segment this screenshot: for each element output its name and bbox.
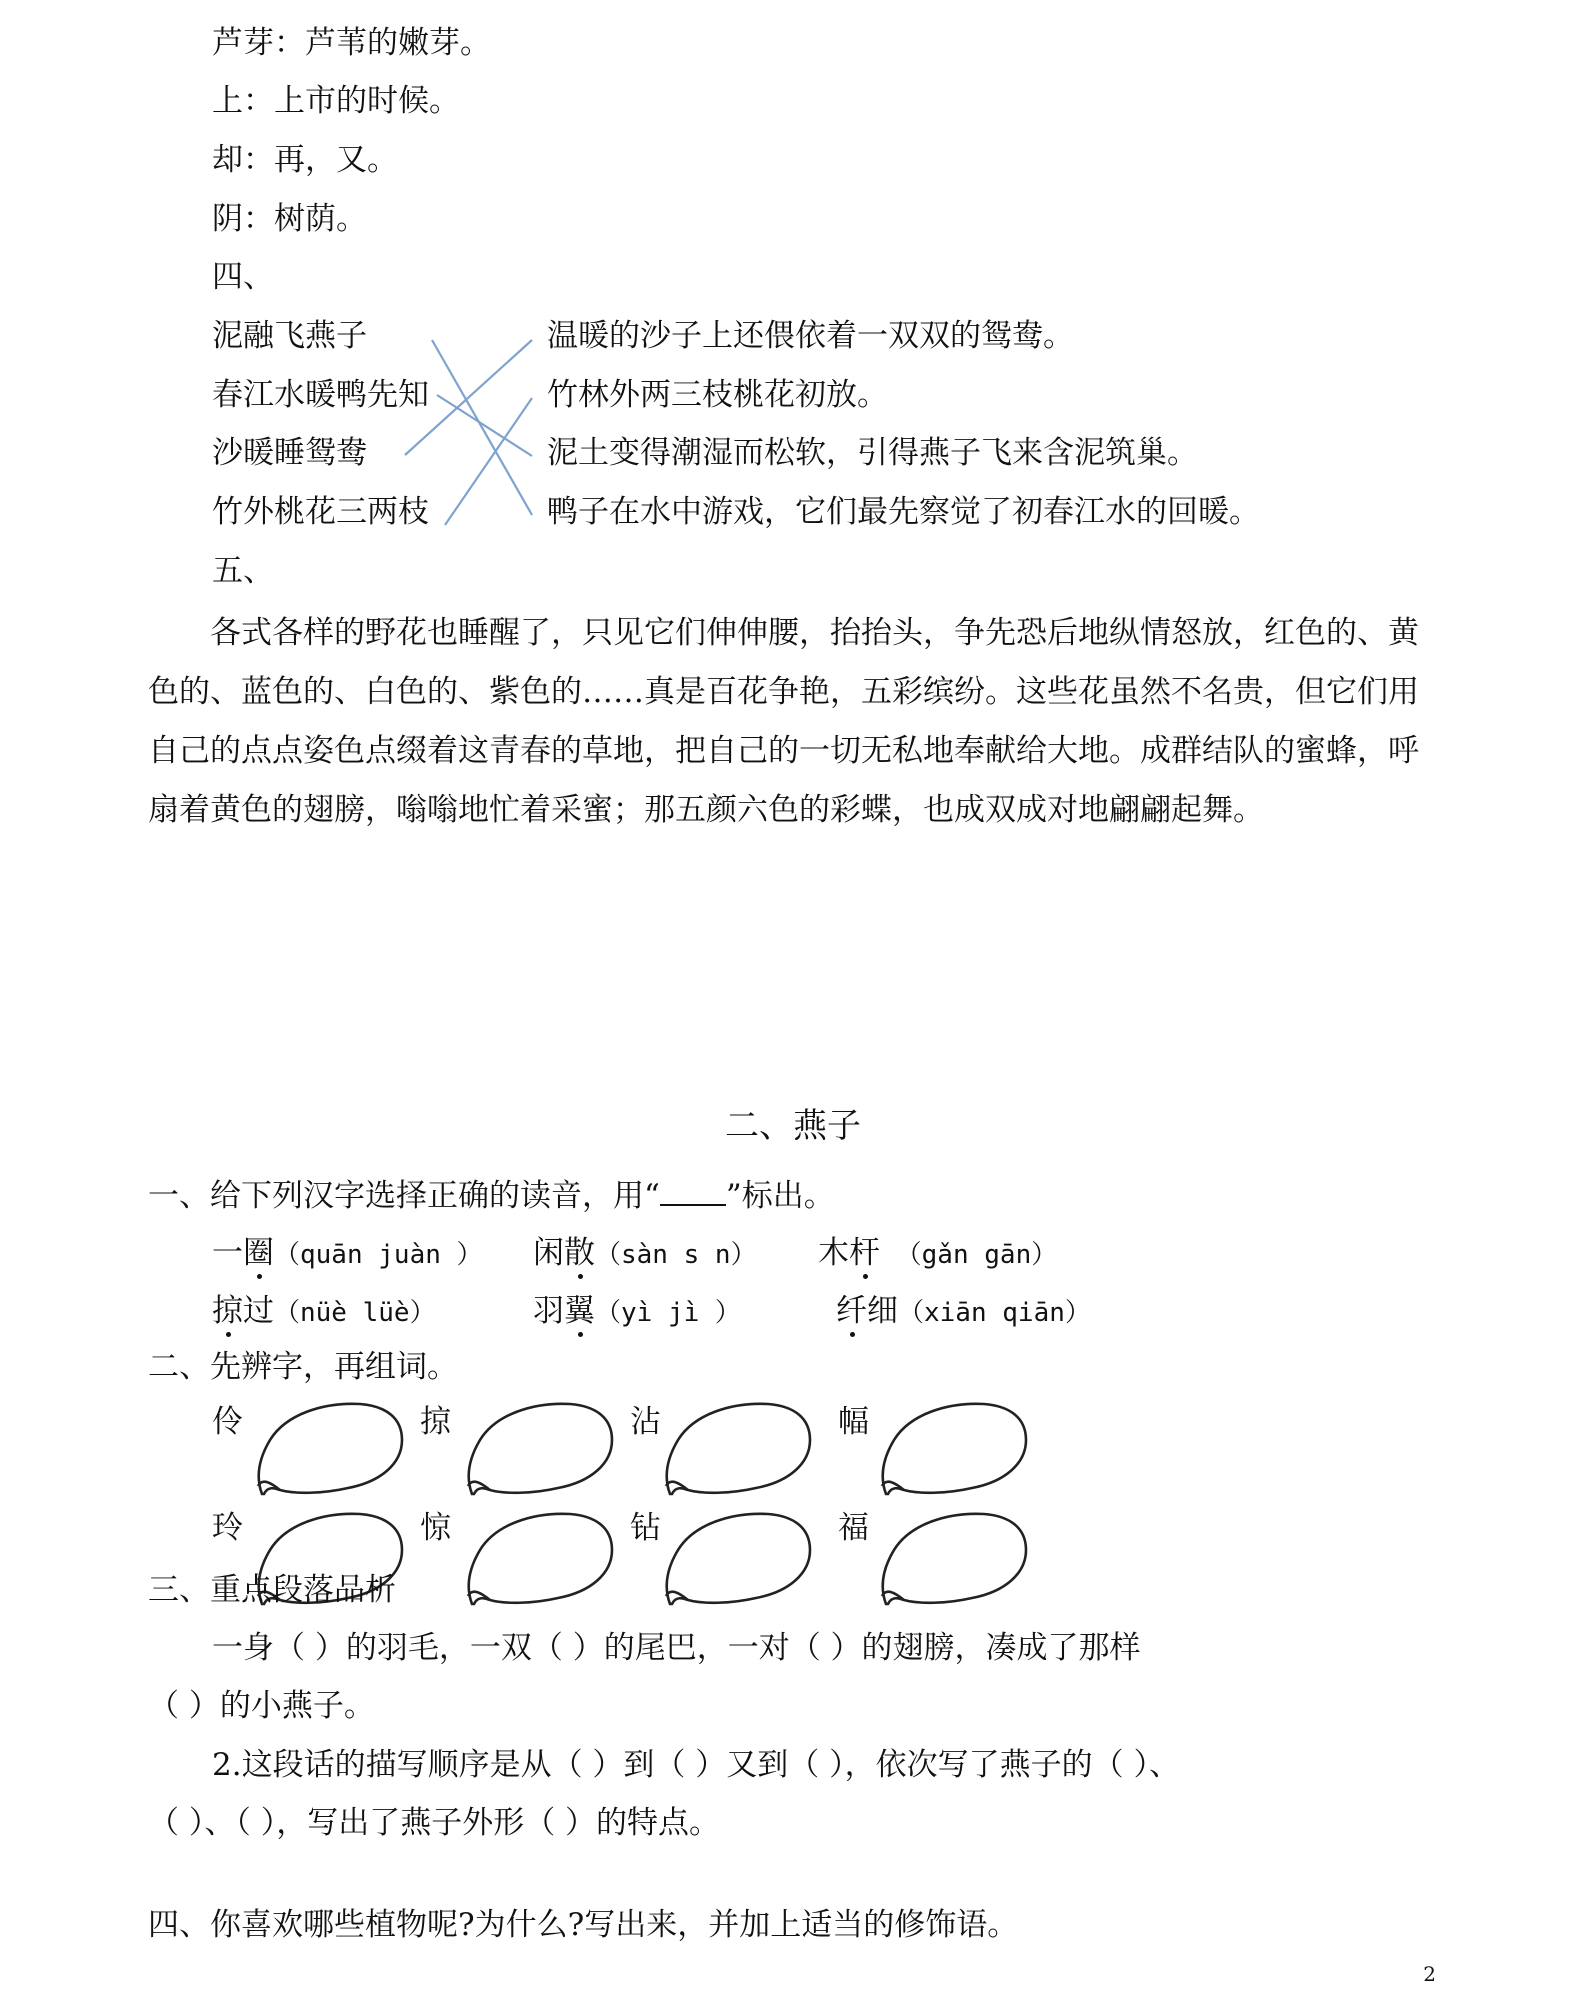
definition-2: 上：上市的时候。: [212, 83, 460, 119]
q2-prompt: 二、先辨字，再组词。: [148, 1349, 458, 1385]
q2-char-r1-2: 掠: [420, 1404, 451, 1440]
match-right-4: 鸭子在水中游戏，它们最先察觉了初春江水的回暖。: [547, 494, 1260, 530]
match-left-3: 沙暖睡鸳鸯: [212, 435, 367, 471]
match-line-2-3: [437, 395, 532, 456]
q2-char-r2-2: 惊: [420, 1510, 451, 1546]
definition-1: 芦芽：芦苇的嫩芽。: [212, 25, 491, 61]
q1-prompt: 一、给下列汉字选择正确的读音，用“ ”标出。: [148, 1178, 835, 1214]
matching-lines: [0, 0, 1586, 560]
leaf-answer-box[interactable]: [876, 1398, 1036, 1506]
match-right-2: 竹林外两三枝桃花初放。: [547, 377, 888, 413]
lesson-title: 二、燕子: [725, 1106, 861, 1146]
section-four-label: 四、: [212, 259, 274, 295]
underline-sample: [660, 1180, 726, 1206]
q1-row1-item1: 一圈（quān juàn ）: [212, 1235, 483, 1271]
definition-4: 阴：树荫。: [212, 201, 367, 237]
match-line-3-1: [405, 340, 532, 455]
q1-row2-item1: 掠过（nüè lüè）: [212, 1293, 436, 1329]
excerpt-text: 各式各样的野花也睡醒了，只见它们伸伸腰，抬抬头，争先恐后地纵情怒放，红色的、黄色的、蓝色的、白色的、紫色的……真是百花争艳，五彩缤纷。这些花虽然不名贵，但它们用自己的点点姿色点缀着这青春的草地，把自己的一切无私地奉献给大地。成群结队的蜜蜂，呼扇着黄色的翅膀，嗡嗡地忙着采蜜；那五颜六色的彩蝶，也成双成对地翩翩起舞。: [148, 615, 1419, 828]
page-number: 2: [1423, 1962, 1436, 1986]
match-right-3: 泥土变得潮湿而松软，引得燕子飞来含泥筑巢。: [547, 435, 1198, 471]
leaf-answer-box[interactable]: [660, 1398, 820, 1506]
q3-prompt: 三、重点段落品析: [148, 1572, 396, 1608]
q3-line2: （ ）的小燕子。: [148, 1688, 375, 1724]
q2-char-r1-3: 沾: [630, 1404, 661, 1440]
definition-3: 却：再，又。: [212, 142, 398, 178]
q2-char-r2-3: 钻: [630, 1510, 661, 1546]
q3-line1: 一身（ ）的羽毛，一双（ ）的尾巴，一对（ ）的翅膀，凑成了那样: [212, 1630, 1141, 1666]
q2-char-r2-4: 福: [838, 1510, 869, 1546]
match-right-1: 温暖的沙子上还偎依着一双双的鸳鸯。: [547, 318, 1074, 354]
q2-char-r1-1: 伶: [212, 1404, 243, 1440]
match-line-1-4: [432, 340, 532, 515]
match-left-4: 竹外桃花三两枝: [212, 494, 429, 530]
q3-line3: 2.这段话的描写顺序是从（ ）到（ ）又到（ ），依次写了燕子的（ ）、: [212, 1747, 1180, 1783]
match-left-2: 春江水暖鸭先知: [212, 377, 429, 413]
leaf-answer-box[interactable]: [462, 1398, 622, 1506]
leaf-answer-box[interactable]: [462, 1508, 622, 1616]
q2-char-r1-4: 幅: [838, 1404, 869, 1440]
q4-prompt: 四、你喜欢哪些植物呢?为什么?写出来，并加上适当的修饰语。: [148, 1907, 1019, 1943]
q3-line4: （ ）、（ ），写出了燕子外形（ ）的特点。: [148, 1805, 721, 1841]
section-five-label: 五、: [212, 553, 274, 589]
match-left-1: 泥融飞燕子: [212, 318, 367, 354]
q1-row2-item3: 纤细（xiān qiān）: [836, 1293, 1091, 1329]
leaf-answer-box[interactable]: [876, 1508, 1036, 1616]
q1-row1-item2: 闲散（sàn s n）: [533, 1235, 757, 1271]
leaf-answer-box[interactable]: [252, 1398, 412, 1506]
q1-row2-item2: 羽翼（yì jì ）: [533, 1293, 741, 1329]
q1-row1-item3: 木杆 （gǎn gān）: [818, 1235, 1058, 1271]
match-line-4-2: [445, 398, 532, 525]
leaf-answer-box[interactable]: [660, 1508, 820, 1616]
excerpt-paragraph: [148, 604, 1438, 840]
q2-char-r2-1: 玲: [212, 1510, 243, 1546]
